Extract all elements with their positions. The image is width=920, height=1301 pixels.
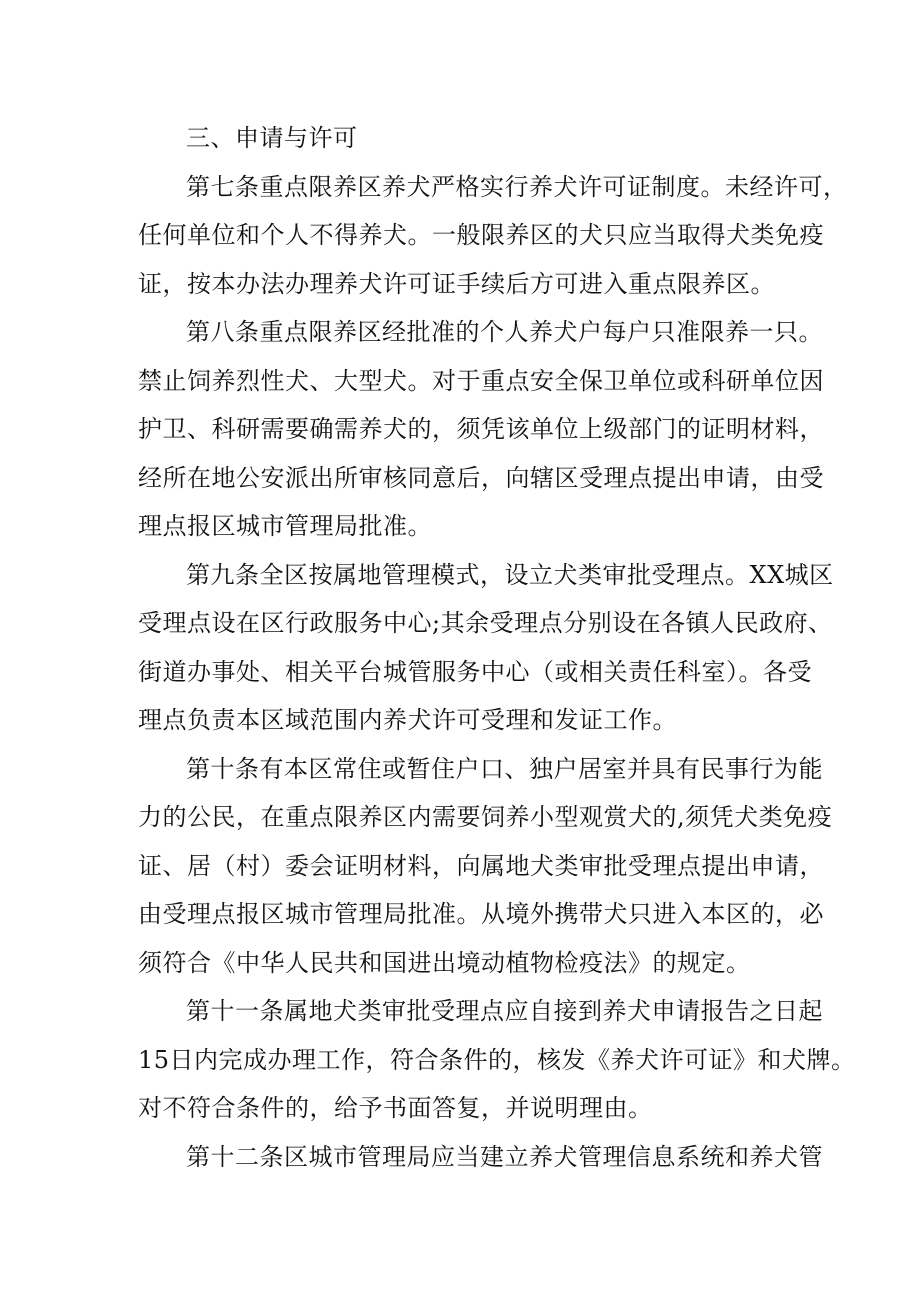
article-10-line-4: 由受理点报区城市管理局批准。从境外携带犬只进入本区的，必 bbox=[138, 900, 824, 928]
article-12-line-1: 第十二条区城市管理局应当建立养犬管理信息系统和养犬管 bbox=[186, 1142, 823, 1171]
article-12 bbox=[138, 1133, 823, 1182]
section-heading: 三、申请与许可 bbox=[186, 124, 358, 152]
article-11-line-3: 对不符合条件的，给予书面答复，并说明理由。 bbox=[138, 1094, 653, 1122]
article-9-line-3: 街道办事处、相关平台城管服务中心（或相关责任科室）。各受 bbox=[138, 657, 812, 686]
article-10-line-5: 须符合《中华人民共和国进出境动植物检疫法》的规定。 bbox=[138, 948, 751, 977]
document-body bbox=[138, 114, 856, 1181]
article-7-line-3: 证，按本办法办理养犬许可证手续后方可进入重点限养区。 bbox=[138, 269, 775, 298]
article-10-line-3: 证、居（村）委会证明材料，向属地犬类审批受理点提出申请， bbox=[138, 851, 824, 880]
article-9 bbox=[138, 551, 834, 745]
article-8-line-2: 禁止饲养烈性犬、大型犬。对于重点安全保卫单位或科研单位因 bbox=[138, 366, 824, 395]
article-8-line-4: 经所在地公安派出所审核同意后，向辖区受理点提出申请，由受 bbox=[138, 463, 824, 492]
article-11 bbox=[138, 987, 856, 1133]
article-8 bbox=[138, 308, 824, 551]
article-10-line-1: 第十条有本区常住或暂住户口、独户居室并具有民事行为能 bbox=[186, 754, 823, 783]
article-10-line-2: 力的公民，在重点限养区内需要饲养小型观赏犬的,须凭犬类免疫 bbox=[138, 803, 833, 831]
article-7-line-2: 任何单位和个人不得养犬。一般限养区的犬只应当取得犬类免疫 bbox=[138, 221, 824, 249]
article-7 bbox=[138, 163, 848, 309]
article-8-line-1: 第八条重点限养区经批准的个人养犬户每户只准限养一只。 bbox=[186, 318, 823, 346]
article-9-line-1: 第九条全区按属地管理模式，设立犬类审批受理点。XX城区 bbox=[186, 560, 834, 589]
article-9-line-4: 理点负责本区域范围内养犬许可受理和发证工作。 bbox=[138, 706, 677, 734]
article-11-line-2: 15日内完成办理工作，符合条件的，核发《养犬许可证》和犬牌。 bbox=[138, 1045, 856, 1074]
article-8-line-3: 护卫、科研需要确需养犬的，须凭该单位上级部门的证明材料， bbox=[138, 415, 824, 443]
article-7-line-1: 第七条重点限养区养犬严格实行养犬许可证制度。未经许可， bbox=[186, 172, 848, 201]
article-10 bbox=[138, 745, 833, 988]
article-8-line-5: 理点报区城市管理局批准。 bbox=[138, 512, 432, 540]
article-9-line-2: 受理点设在区行政服务中心;其余受理点分别设在各镇人民政府、 bbox=[138, 609, 833, 637]
article-11-line-1: 第十一条属地犬类审批受理点应自接到养犬申请报告之日起 bbox=[186, 997, 823, 1025]
